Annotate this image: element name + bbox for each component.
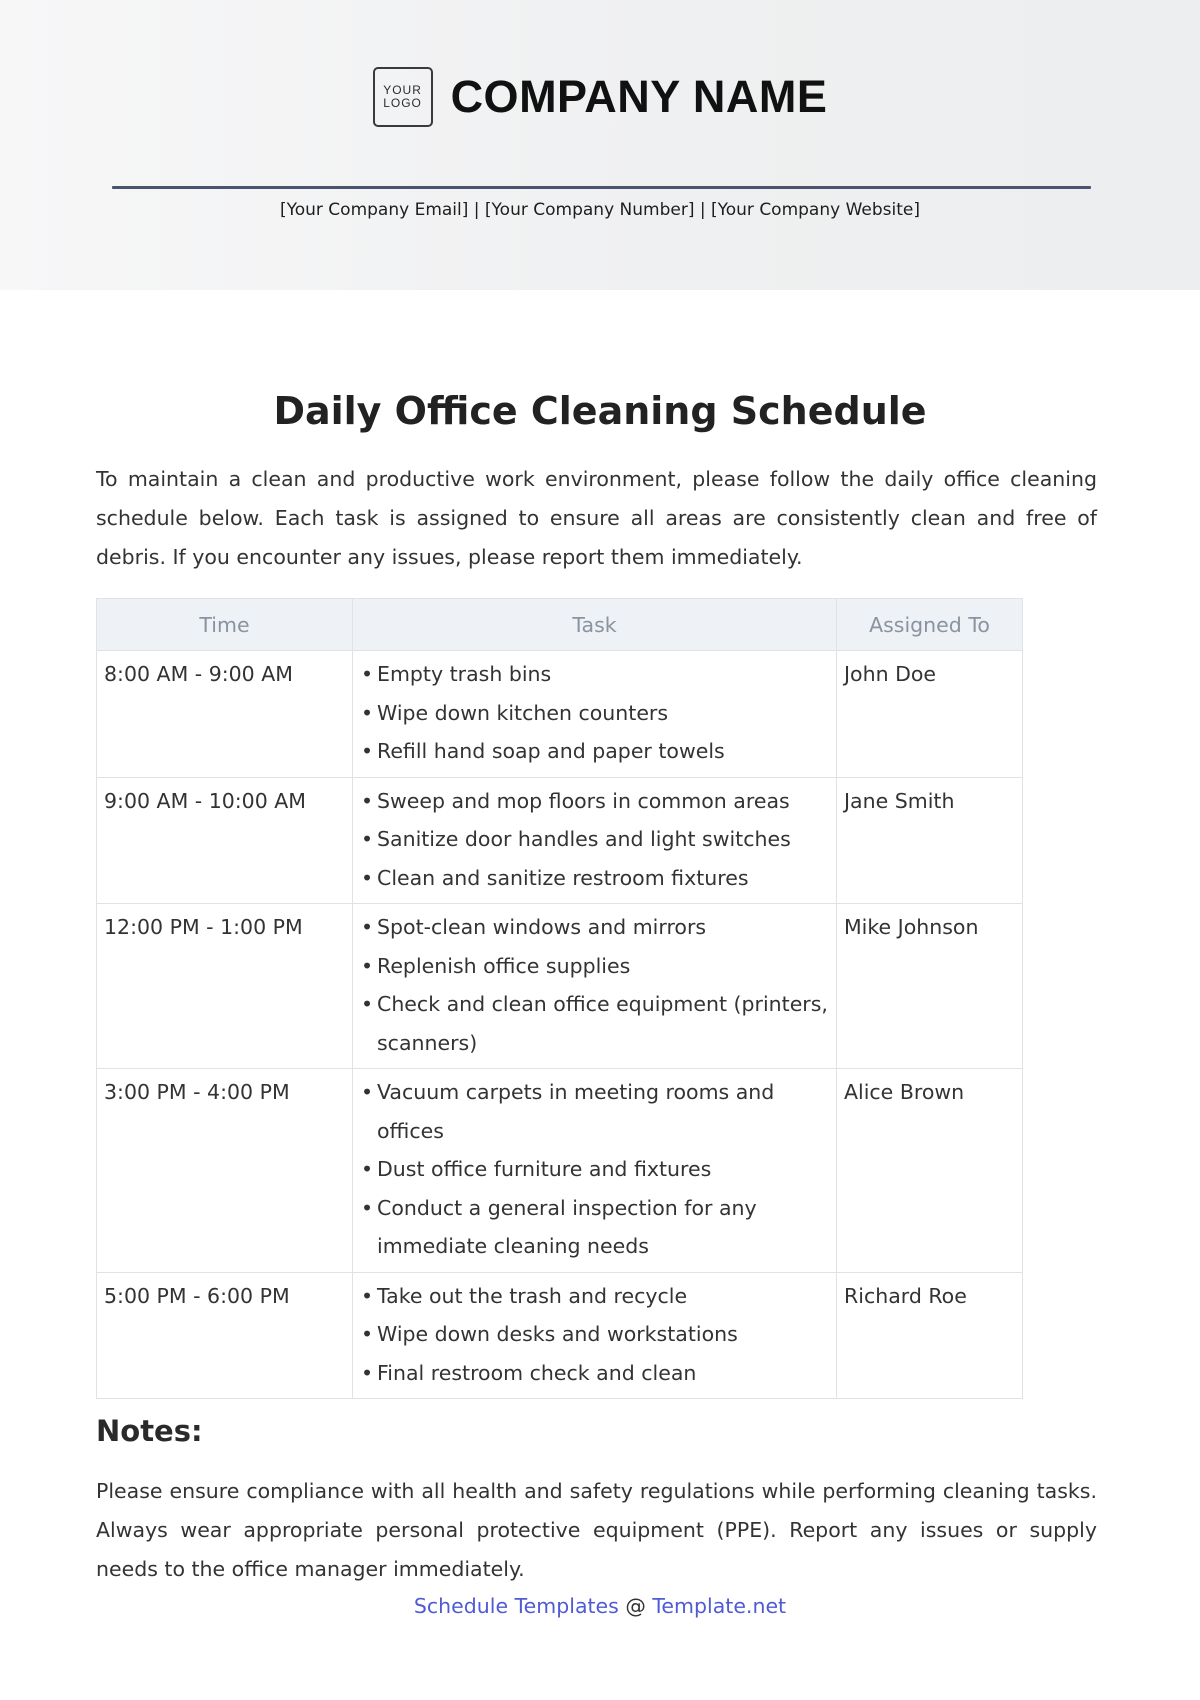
time-cell: 8:00 AM - 9:00 AM	[97, 651, 353, 778]
task-item: • Vacuum carpets in meeting rooms and offices	[360, 1073, 829, 1150]
notes-paragraph: Please ensure compliance with all health and safety regulations while performing cleaning tasks. Always wear appropriate personal protective equipment (PPE). Report any issues or supply needs to the office manager immediately.	[96, 1479, 1097, 1581]
time-cell: 3:00 PM - 4:00 PM	[97, 1069, 353, 1273]
template-net-link[interactable]: Template.net	[652, 1594, 787, 1618]
table-row	[97, 651, 1023, 778]
column-header-assigned: Assigned To	[837, 599, 1023, 651]
task-cell	[353, 904, 837, 1069]
task-item: • Sweep and mop floors in common areas	[360, 782, 829, 821]
task-cell	[353, 651, 837, 778]
assigned-cell: Mike Johnson	[837, 904, 1023, 1069]
task-list	[360, 1277, 829, 1393]
time-cell: 12:00 PM - 1:00 PM	[97, 904, 353, 1069]
task-item: • Clean and sanitize restroom fixtures	[360, 859, 829, 898]
task-item: • Spot-clean windows and mirrors	[360, 908, 829, 947]
task-cell	[353, 777, 837, 904]
task-item: • Take out the trash and recycle	[360, 1277, 829, 1316]
header-divider	[112, 186, 1091, 189]
assigned-cell: Jane Smith	[837, 777, 1023, 904]
column-header-time: Time	[97, 599, 353, 651]
task-item: • Sanitize door handles and light switches	[360, 820, 829, 859]
column-header-task: Task	[353, 599, 837, 651]
task-item: • Empty trash bins	[360, 655, 829, 694]
company-name: COMPANY NAME	[450, 71, 828, 122]
brand	[0, 67, 1200, 127]
task-cell	[353, 1272, 837, 1399]
assigned-cell: Alice Brown	[837, 1069, 1023, 1273]
assigned-cell: Richard Roe	[837, 1272, 1023, 1399]
task-item: • Check and clean office equipment (printers, scanners)	[360, 985, 829, 1062]
intro-paragraph: To maintain a clean and productive work environment, please follow the daily office cleaning schedule below. Each task is assigned to ensure all areas are consistently clean and free of debris. If you encounter any issues, please report them immediately.	[96, 467, 1097, 569]
page-header	[0, 0, 1200, 290]
company-contact-line: [Your Company Email] | [Your Company Number] | [Your Company Website]	[279, 200, 920, 220]
notes-heading: Notes:	[96, 1414, 203, 1448]
task-item: • Dust office furniture and fixtures	[360, 1150, 829, 1189]
task-item: • Final restroom check and clean	[360, 1354, 829, 1393]
task-cell	[353, 1069, 837, 1273]
footer-credit	[0, 1594, 1200, 1618]
footer-separator: @	[618, 1594, 653, 1618]
task-item: • Wipe down desks and workstations	[360, 1315, 829, 1354]
table-row	[97, 904, 1023, 1069]
task-item: • Conduct a general inspection for any immediate cleaning needs	[360, 1189, 829, 1266]
task-item: • Refill hand soap and paper towels	[360, 732, 829, 771]
table-row	[97, 1272, 1023, 1399]
schedule-templates-link[interactable]: Schedule Templates	[413, 1594, 619, 1618]
task-list	[360, 782, 829, 898]
time-cell: 9:00 AM - 10:00 AM	[97, 777, 353, 904]
table-header-row	[97, 599, 1023, 651]
cleaning-schedule-table	[96, 598, 1023, 1399]
assigned-cell: John Doe	[837, 651, 1023, 778]
company-logo	[373, 67, 433, 127]
document-title: Daily Office Cleaning Schedule	[273, 389, 927, 433]
task-item: • Replenish office supplies	[360, 947, 829, 986]
task-list	[360, 908, 829, 1062]
table-row	[97, 1069, 1023, 1273]
task-item: • Wipe down kitchen counters	[360, 694, 829, 733]
logo-text-line1: YOUR	[383, 83, 422, 97]
logo-text-line2: LOGO	[383, 96, 422, 110]
task-list	[360, 1073, 829, 1266]
table-row	[97, 777, 1023, 904]
task-list	[360, 655, 829, 771]
time-cell: 5:00 PM - 6:00 PM	[97, 1272, 353, 1399]
